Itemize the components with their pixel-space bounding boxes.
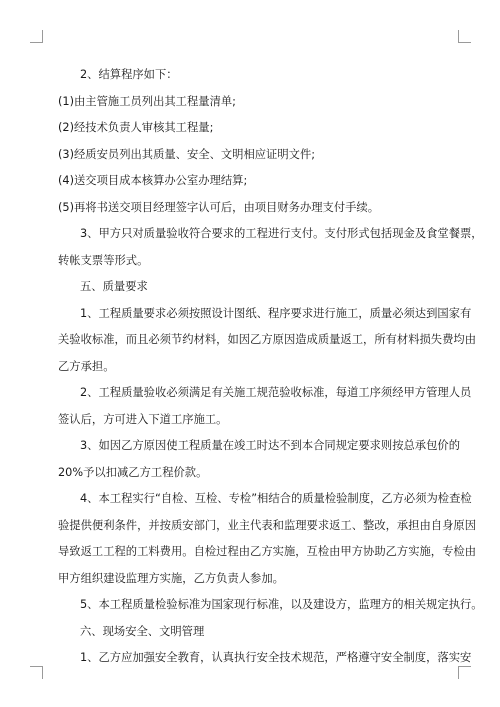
paragraph [58, 486, 476, 592]
document-body [58, 62, 483, 672]
paragraph-line: 1、乙方应加强安全教育，认真执行安全技术规范，严格遵守安全制度，落实安 [80, 651, 472, 664]
crop-mark-top-left [30, 30, 43, 43]
paragraph-line: 4、本工程实行“自检、互检、专检”相结合的质量检验制度，乙方必须为检查检 [80, 492, 472, 505]
paragraph-line: 2、工程质量验收必须满足有关施工规范验收标准，每道工序须经甲方管理人员 [80, 386, 472, 399]
paragraph-line: 导致返工工程的工料费用。自检过程由乙方实施，互检由甲方协助乙方实施，专检由 [58, 545, 476, 558]
paragraph-line: (5)再将书送交项目经理签字认可后，由项目财务办理支付手续。 [58, 200, 380, 214]
paragraph [58, 168, 448, 195]
paragraph-line: 1、工程质量要求必须按照设计图纸、程序要求进行施工，质量必须达到国家有 [80, 306, 472, 320]
paragraph [58, 142, 448, 169]
paragraph [58, 62, 448, 89]
paragraph-line: 甲方组织建设监理方实施，乙方负责人参加。 [58, 571, 284, 585]
paragraph-line: 六、现场安全、文明管理 [80, 624, 205, 638]
paragraph-line: (3)经质安员列出其质量、安全、文明相应证明文件; [58, 147, 316, 161]
paragraph [58, 115, 448, 142]
paragraph-line: 3、甲方只对质量验收符合要求的工程进行支付。支付形式包括现金及食堂餐票， [80, 227, 483, 240]
paragraph [58, 645, 472, 672]
paragraph-line: (4)送交项目成本核算办公室办理结算; [58, 174, 248, 187]
paragraph-line: 五、质量要求 [80, 280, 148, 293]
paragraph-line: (1)由主管施工员列出其工程量清单; [58, 94, 236, 108]
paragraph-line: 转帐支票等形式。 [58, 253, 149, 267]
paragraph [58, 221, 483, 274]
paragraph-line: 验提供便利条件，并按质安部门，业主代表和监理要求返工、整改，承担由自身原因 [58, 518, 476, 532]
paragraph-line: 20%予以扣减乙方工程价款。 [58, 465, 208, 479]
paragraph [58, 195, 448, 222]
paragraph [58, 433, 460, 486]
paragraph-line: 签认后，方可进入下道工序施工。 [58, 412, 228, 426]
paragraph-line: 2、结算程序如下： [80, 68, 178, 81]
paragraph [58, 274, 448, 301]
paragraph-line: 5、本工程质量检验标准为国家现行标准，以及建设方，监理方的相关规定执行。 [80, 598, 483, 611]
paragraph [58, 380, 472, 433]
paragraph [58, 301, 476, 381]
paragraph-line: 关验收标准，而且必须节约材料，如因乙方原因造成质量返工，所有材料损失费均由 [58, 333, 476, 346]
paragraph [58, 619, 448, 646]
paragraph-line: 3、如因乙方原因使工程质量在竣工时达不到本合同规定要求则按总承包价的 [80, 439, 460, 452]
paragraph [58, 592, 483, 619]
crop-mark-bottom-left [30, 666, 43, 679]
paragraph [58, 89, 448, 116]
crop-mark-top-right [458, 30, 471, 43]
paragraph-line: 乙方承担。 [58, 359, 115, 373]
paragraph-line: (2)经技术负责人审核其工程量; [58, 121, 214, 134]
